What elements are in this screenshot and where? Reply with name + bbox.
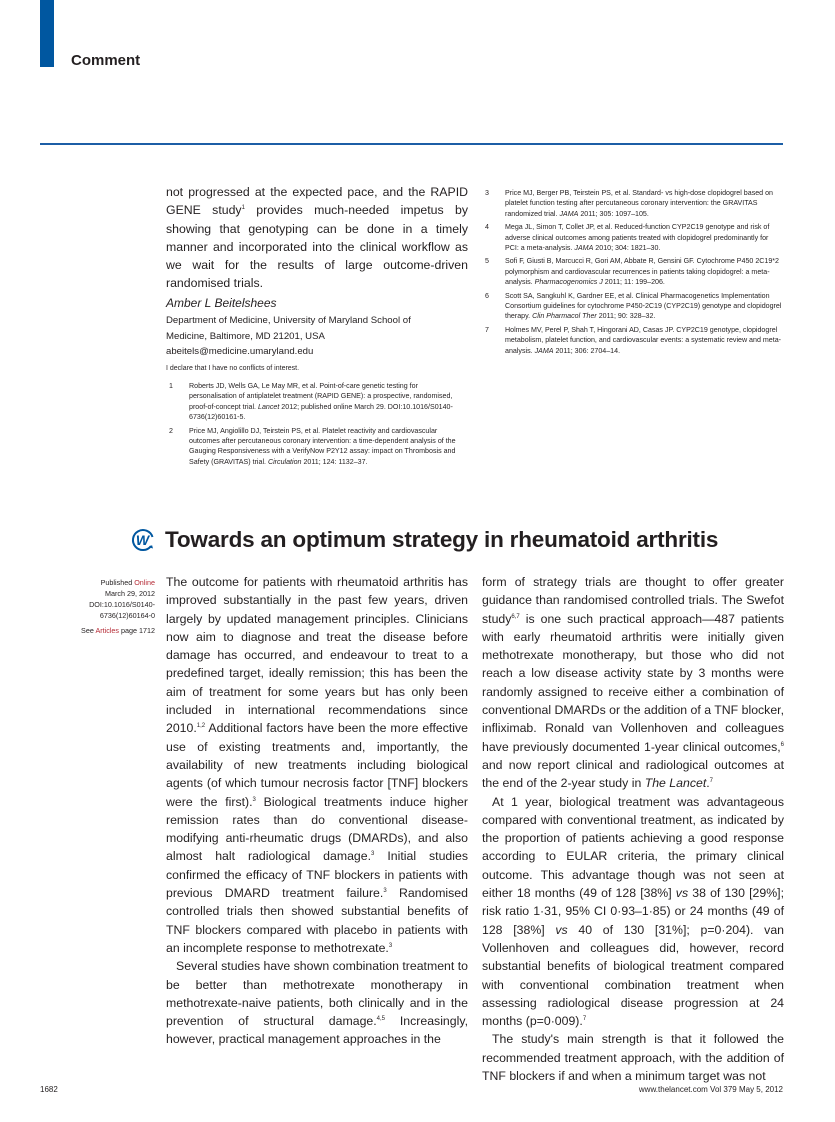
previous-article-closing-paragraph: not progressed at the expected pace, and the RAPID GENE study$^1$ provides much-needed impetus by showing that genotyping can be done in a timely manner and incorporated into the clinical workflow as we wait for the results of large outcome-driven randomised trials. [166,185,468,291]
publication-date: March 29, 2012 [105,589,155,598]
articles-link[interactable]: Articles [95,626,120,635]
reference-list-right [482,188,784,359]
citation[interactable]: 7 [582,1016,587,1023]
article-title-block [130,527,718,553]
author-name: Amber L Beitelshees [166,296,277,310]
svg-text:W: W [135,532,150,548]
publication-metadata: Published Online March 29, 2012 DOI:10.1016/S0140- 6736(12)60164-0 See Articles page 1712 [70,577,155,636]
reference-item: 7 Holmes MV, Perel P, Shah T, Hingorani AD, Casas JP. CYP2C19 genotype, clopidogrel metabolism, platelet function, and cardiovascular events: a systematic review and meta-analysis. JAMA 2011; 306: 2704–14. [485,325,781,355]
citation[interactable]: 6,7 [511,613,520,620]
reference-item: 1 Roberts JD, Wells GA, Le May MR, et al. Point-of-care genetic testing for personalisation of antiplatelet treatment (RAPID GENE): a prospective, randomised, proof-of-concept trial. Lancet 2012; published online March 29. DOI:10.1016/S0140-6736(12)60161-5. [169,382,453,422]
conflict-statement: I declare that I have no conflicts of interest. [166,364,300,372]
citation[interactable]: 1,2 [196,723,206,730]
online-first-w-icon [130,527,156,553]
online-link[interactable]: Online [134,578,155,587]
reference-item: 3 Price MJ, Berger PB, Teirstein PS, et al. Standard- vs high-dose clopidogrel based on platelet function testing after percutaneous coronary intervention: the GRAVITAS randomized trial. JAMA 2011; 305: 1097–105. [485,189,773,218]
article-body-right-column [482,573,784,1085]
section-accent-bar [40,0,54,67]
paragraph-1: The outcome for patients with rheumatoid arthritis has improved substantially in the past few years, driven largely by updated management principles. Clinicians now aim to diagnose and treat the disease before damage has occurred, and endeavour to treat to a predefined target, ideally remission; this has been the aim of treatment for some years but has only been included in international recommendations since 2010.$^{1,2}$ Additional factors have been the more effective use of existing treatments and, importantly, the availability of new treatments including biological agents (of which tumour necrosis factor [TNF] blockers were the first).$^3$ Biological treatments induce higher remission rates than do conventional disease-modifying anti-rheumatic drugs (DMARDs), and also almost halt radiological damage.$^3$ Initial studies confirmed the efficacy of TNF blockers in patients with previous DMARD treatment failure.$^3$ Randomised controlled trials then showed substantial benefits of TNF blockers compared with placebo in patients with an incomplete response to methotrexate.$^3$ [166,575,468,955]
citation[interactable]: 6 [780,741,784,748]
citation[interactable]: 3 [371,851,375,858]
reference-item: 5 Sofi F, Giusti B, Marcucci R, Gori AM, Abbate R, Gensini GF. Cytochrome P450 2C19*2 polymorphism and cardiovascular recurrences in patients taking clopidogrel: a meta-analysis. Pharmacogenomics J 2011; 11: 199–206. [485,257,780,287]
reference-item: 6 Scott SA, Sangkuhl K, Gardner EE, et al. Clinical Pharmacogenetics Implementation Consortium guidelines for cytochrome P450-2C19 (CYP2C19) genotype and clopidogrel therapy. Clin Pharmacol Ther 2011; 90: 328–32. [485,291,782,321]
article-title: Towards an optimum strategy in rheumatoid arthritis [165,527,719,552]
citation[interactable]: 7 [709,778,713,785]
citation[interactable]: 4,5 [376,1016,386,1023]
reference-item: 2 Price MJ, Angiolillo DJ, Teirstein PS, et al. Platelet reactivity and cardiovascular outcomes after percutaneous coronary intervention: a time-dependent analysis of the Gauging Responsiveness with a VerifyNow P2Y12 assay: impact on Thrombosis and Safety (GRAVITAS) trial. Circulation 2011; 124: 1132–37. [169,426,456,466]
citation[interactable]: 3 [388,942,393,949]
section-label: Comment [71,52,141,69]
author-email[interactable]: abeitels@medicine.umaryland.edu [166,346,314,358]
reference-list-left [166,381,462,470]
reference-item: 4 Mega JL, Simon T, Collet JP, et al. Reduced-function CYP2C19 genotype and risk of adverse clinical outcomes among patients treated with clopidogrel predominantly for PCI: a meta-analysis. JAMA 2010; 304: 1821–30. [485,223,770,253]
citation[interactable]: 3 [252,796,256,803]
article-body-left-column [166,573,468,1049]
page-number: 1682 [40,1085,58,1094]
header-divider [40,143,783,145]
paragraph-2: Several studies have shown combination treatment to be better than methotrexate monotherapy in methotrexate-naive patients, both clinically and in the prevention of structural damage.$^{4,5}$ Increasingly, however, practical management approaches in the [166,959,468,1047]
citation[interactable]: 1 [241,205,245,212]
paragraph-4: The study's main strength is that it followed the recommended treatment approach, with the addition of TNF blockers if and when a minimum target was not [482,1032,784,1084]
author-block [166,296,468,375]
doi: DOI:10.1016/S0140- 6736(12)60164-0 [89,600,155,620]
journal-info: www.thelancet.com Vol 379 May 5, 2012 [638,1085,783,1094]
paragraph-2-continued: form of strategy trials are thought to offer greater guidance than randomised controlled trials. The Swefot study$^{6,7}$ is one such practical approach—487 patients with early rheumatoid arthritis were initially given methotrexate monotherapy, but those who did not reach a low disease activity state by 3 months were randomly assigned to receive either a combination of conventional DMARDs or the addition of a TNF blocker, infliximab. Ronald van Vollenhoven and colleagues have previously documented 1-year clinical outcomes,$^6$ and now report clinical and radiological outcomes at the end of the 2-year study in The Lancet.$^7$ [482,575,784,791]
author-affiliation: Department of Medicine, University of Maryland School of Medicine, Baltimore, MD 21201, USA abeitels@medicine.umaryland.edu [166,313,468,360]
paragraph-3: At 1 year, biological treatment was advantageous compared with conventional treatment, as indicated by the proportion of patients achieving a good response according to EULAR criteria, the primary clinical outcome. This advantage though was not seen at either 18 months (49 of 128 [38%] vs 38 of 130 [29%]; risk ratio 1·31, 95% CI 0·93–1·85) or 24 months (49 of 128 [38%] vs 40 of 130 [31%]; p=0·204). van Vollenhoven and colleagues did, however, record substantial benefits of biological treatment compared with conventional combination treatment when assessing radiological disease progression at 24 months (p=0·009).$^7$ [482,794,785,1029]
citation[interactable]: 3 [383,888,387,895]
